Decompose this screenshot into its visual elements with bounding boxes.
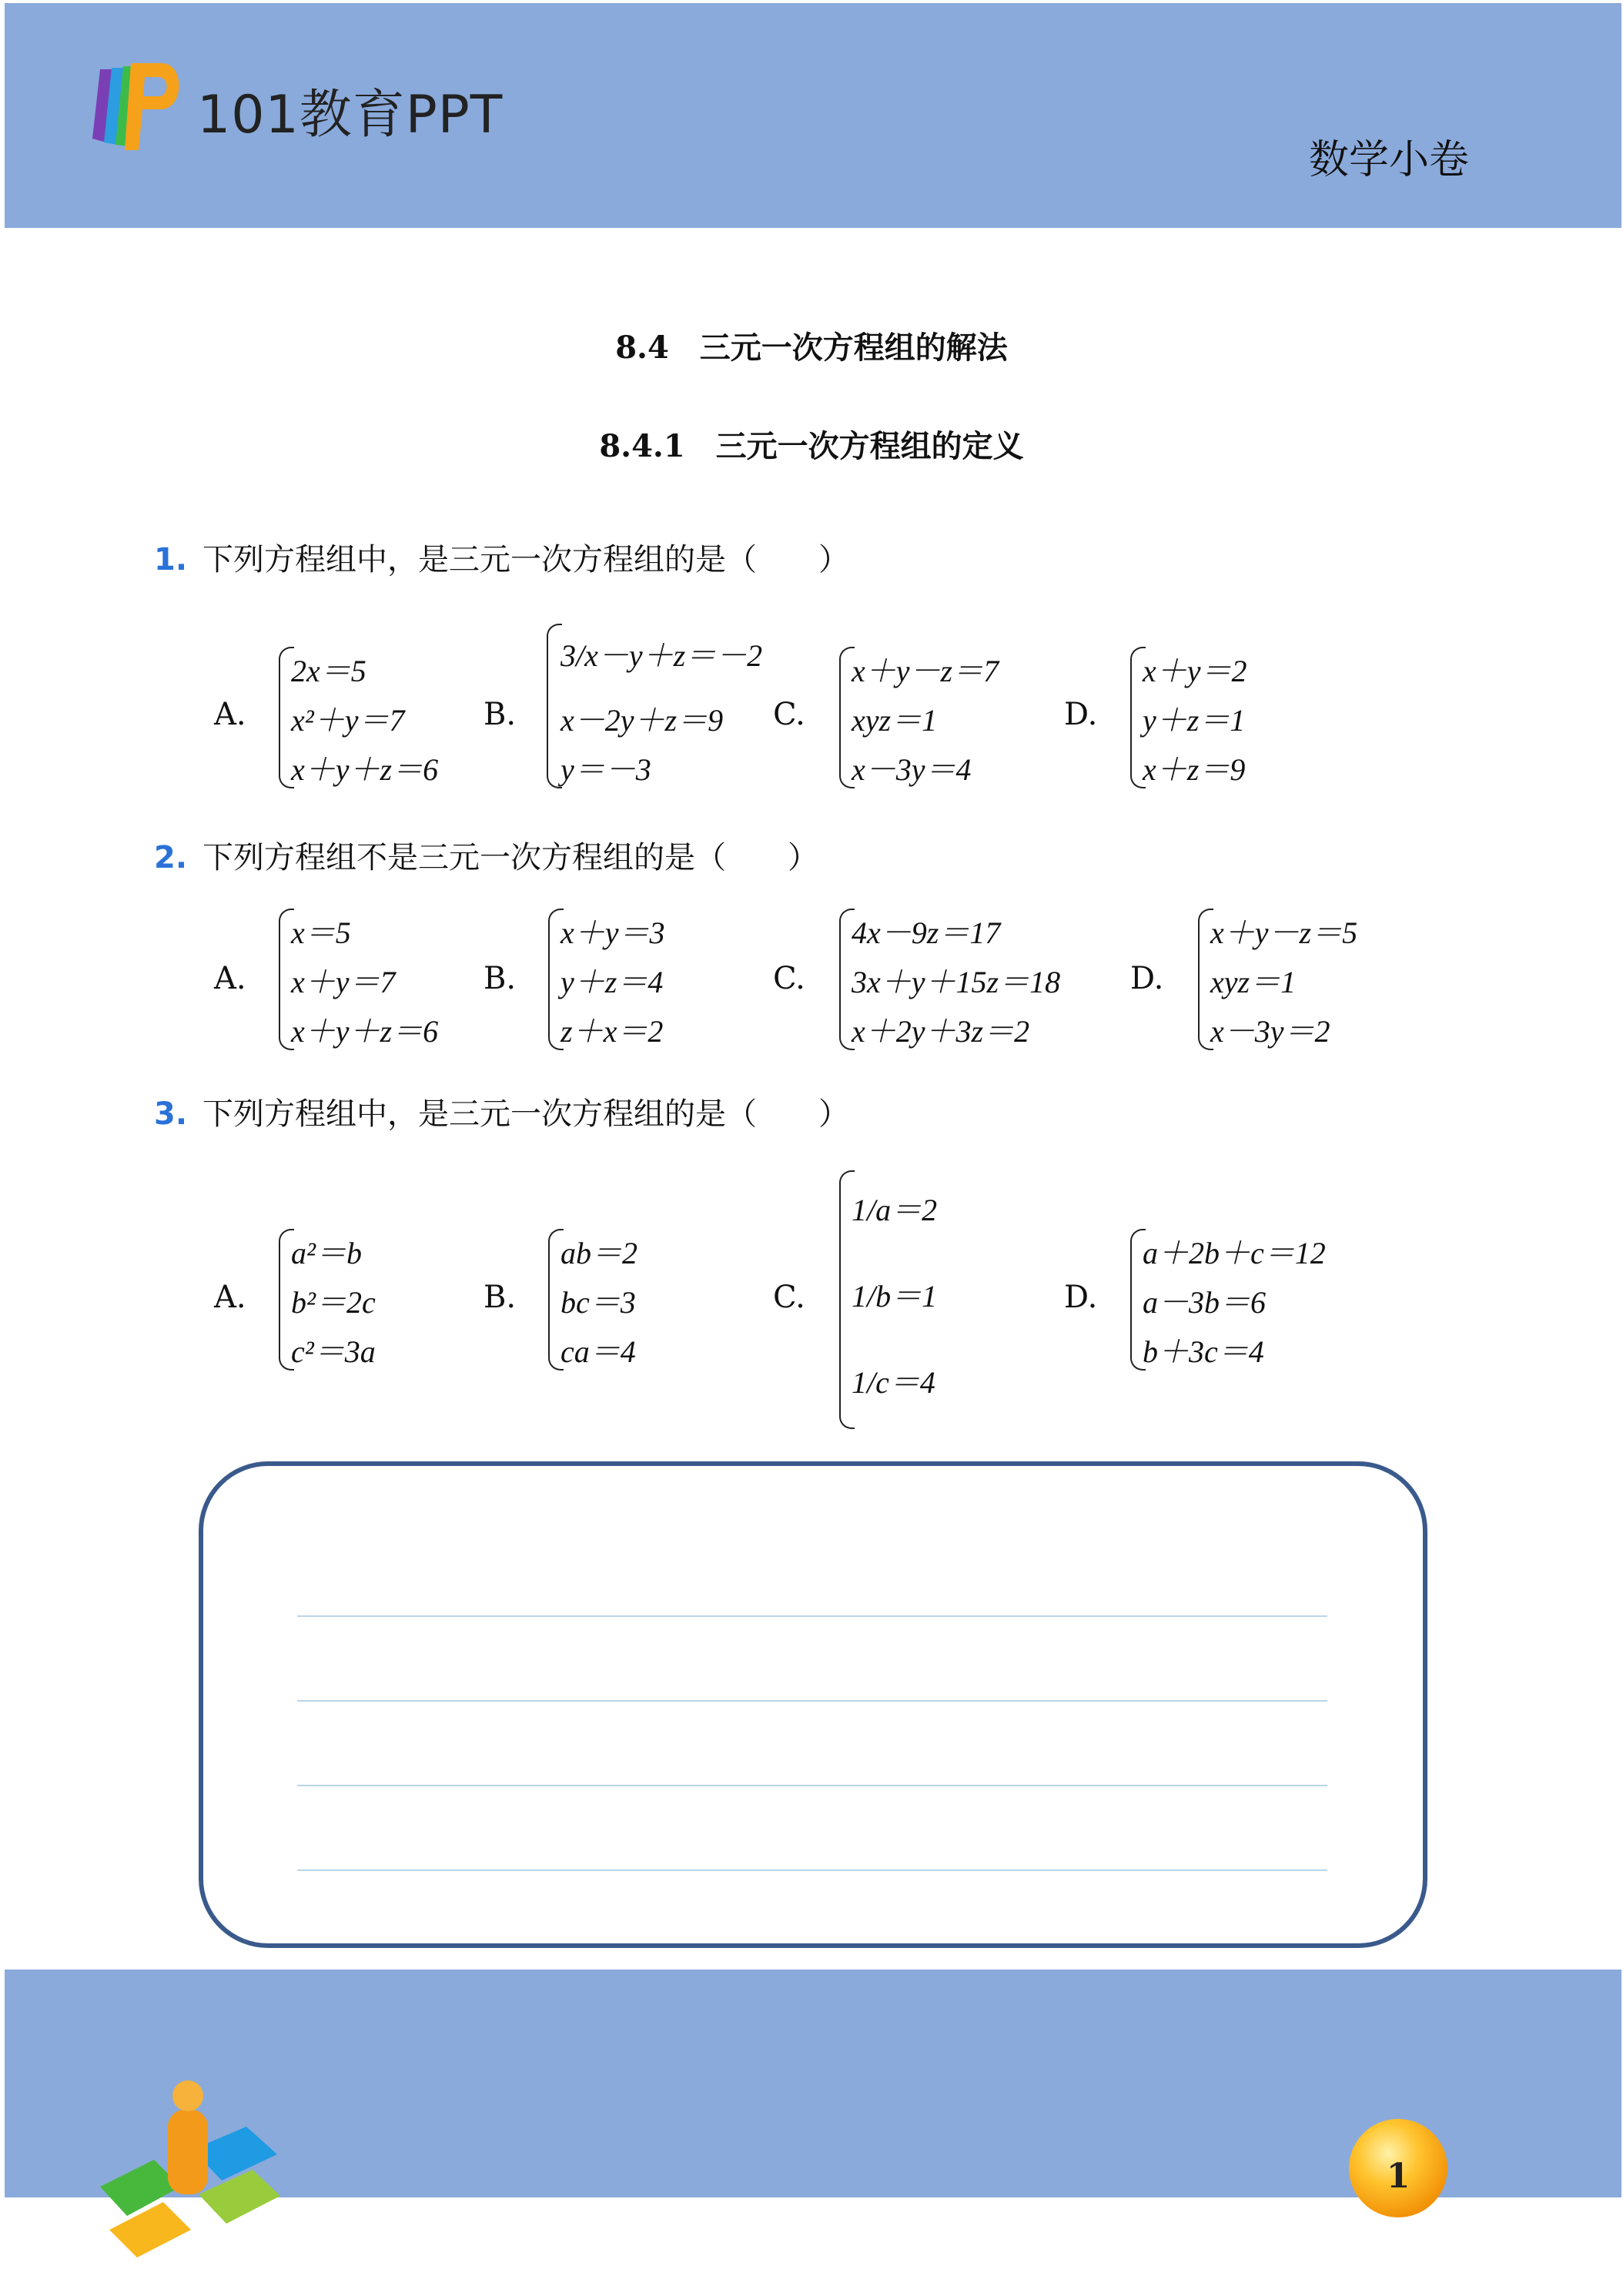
q1-option-d-label[interactable]: D. (1064, 697, 1098, 732)
equation: x＋y＝2 (1143, 654, 1247, 688)
equation: y＝－3 (561, 752, 651, 787)
equation: x＋y＋z＝6 (291, 752, 439, 787)
equation: x＋y＋z＝6 (291, 1014, 439, 1049)
question-text: 下列方程组中，是三元一次方程组的是（ ） (202, 1096, 850, 1132)
q2-option-c-label[interactable]: C. (773, 961, 805, 996)
notes-box[interactable] (199, 1461, 1427, 1948)
equation: xyz＝1 (1210, 965, 1297, 999)
equation: 1/a＝2 (852, 1193, 938, 1227)
q3-option-c-label[interactable]: C. (773, 1280, 805, 1315)
question-2 (154, 833, 818, 877)
page-number-badge: 1 (1349, 2119, 1447, 2217)
equation: x＋y＝3 (561, 915, 665, 950)
equation: x－3y＝4 (852, 752, 972, 787)
equation: x＋y－z＝7 (852, 654, 999, 688)
equation: ca＝4 (561, 1334, 636, 1369)
equation: x－3y＝2 (1210, 1014, 1330, 1049)
equation: x＋y－z＝5 (1210, 915, 1358, 950)
question-text: 下列方程组中，是三元一次方程组的是（ ） (202, 542, 850, 577)
equation: x²＋y＝7 (291, 703, 405, 738)
equation: 2x＝5 (291, 654, 366, 688)
note-line (297, 1785, 1327, 1786)
q2-option-b-label[interactable]: B. (484, 961, 517, 996)
header-tag: 数学小卷 (1308, 137, 1469, 183)
q2-option-a-label[interactable]: A. (214, 961, 246, 996)
subsection-title: 8.4.1 三元一次方程组的定义 (599, 428, 1024, 464)
equation: bc＝3 (561, 1285, 636, 1320)
equation: xyz＝1 (852, 703, 938, 738)
equation: b²＝2c (291, 1285, 376, 1320)
question-number: 1. (154, 542, 188, 577)
q3-option-b-label[interactable]: B. (484, 1280, 517, 1315)
equation: x＝5 (291, 915, 351, 950)
logo-icon (77, 54, 185, 162)
equation: x－2y＋z＝9 (561, 703, 724, 738)
equation: a²＝b (291, 1236, 362, 1270)
q3-option-a-label[interactable]: A. (214, 1280, 246, 1315)
q1-option-a-label[interactable]: A. (214, 697, 246, 732)
equation: a－3b＝6 (1143, 1285, 1266, 1320)
equation: 3/x－y＋z＝－2 (561, 638, 763, 673)
q2-option-d-label[interactable]: D. (1130, 961, 1164, 996)
q1-option-c-label[interactable]: C. (773, 697, 805, 732)
note-line (297, 1700, 1327, 1702)
question-3 (154, 1089, 849, 1133)
equation: x＋2y＋3z＝2 (852, 1014, 1030, 1049)
equation: 4x－9z＝17 (852, 915, 1001, 950)
equation: 1/b＝1 (852, 1279, 938, 1314)
equation: b＋3c＝4 (1143, 1334, 1264, 1369)
q1-option-b-label[interactable]: B. (484, 697, 517, 732)
question-number: 3. (154, 1096, 188, 1132)
equation: a＋2b＋c＝12 (1143, 1236, 1326, 1270)
note-line (297, 1615, 1327, 1617)
section-title: 8.4 三元一次方程组的解法 (615, 330, 1008, 366)
equation: 3x＋y＋15z＝18 (852, 965, 1061, 999)
learner-figure-icon (92, 2079, 293, 2264)
equation: x＋y＝7 (291, 965, 396, 999)
equation: 1/c＝4 (852, 1365, 935, 1400)
equation: y＋z＝4 (561, 965, 664, 999)
question-1 (154, 535, 849, 579)
equation: c²＝3a (291, 1334, 376, 1369)
logo-text: 101教育PPT (197, 85, 504, 146)
equation: z＋x＝2 (561, 1014, 664, 1049)
equation: x＋z＝9 (1143, 752, 1246, 787)
note-line (297, 1869, 1327, 1871)
brace-icon (547, 624, 562, 788)
q3-option-d-label[interactable]: D. (1064, 1280, 1098, 1315)
question-number: 2. (154, 840, 188, 875)
equation: y＋z＝1 (1143, 703, 1246, 738)
question-text: 下列方程组不是三元一次方程组的是（ ） (202, 840, 819, 875)
equation: ab＝2 (561, 1236, 637, 1270)
